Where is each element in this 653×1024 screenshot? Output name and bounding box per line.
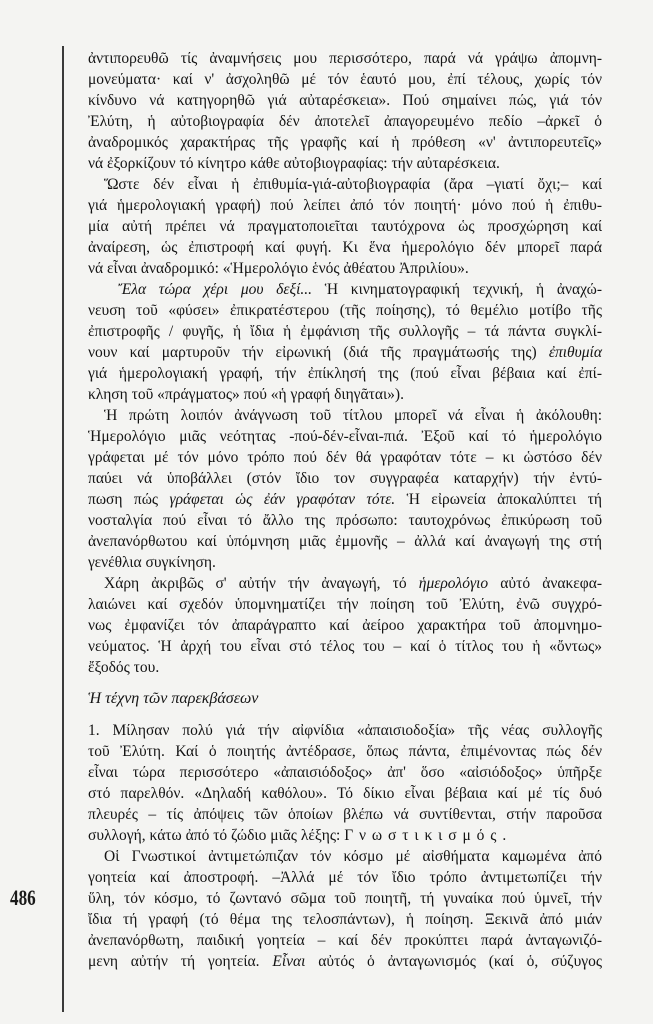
text-line: ἀναίρεση, ὡς ἐπιστροφή καί φυγή. Κι ἕνα ἡμερολόγιο δέν μπορεῖ παρά	[88, 239, 602, 256]
text-line	[88, 573, 602, 594]
text-line	[88, 951, 602, 972]
italic-word: ἡμερολόγιο	[418, 575, 489, 592]
text-line: νως ἐμφανίζει τόν ἀπαράγραπτο καί ἀείροο χαρακτήρα τοῦ ἀπομνημο-	[88, 617, 602, 634]
text-line: τοῦ Ἐλύτη. Καί ὁ ποιητής ἀντέδρασε, ὅπως πάντα, ἐπιμένοντας πώς δέν	[88, 743, 602, 760]
text-span: Ἡ εἰρωνεία ἀποκαλύπτει τή	[395, 491, 603, 508]
text-line: ὕλη, τόν κόσμο, τό ζωντανό σῶμα τοῦ ποιητῆ, τή γυναίκα πού ὑμνεῖ, τήν	[88, 890, 602, 907]
text-line: γενέθλια συγκίνηση.	[88, 554, 216, 571]
text-line: μονεύματα· καί ν' ἀσχοληθῶ μέ τόν ἑαυτό μου, ἐπί τέλους, χωρίς τόν	[88, 71, 602, 88]
text-line: εἶναι τώρα περισσότερο «ἀπαισιόδοξος» ἀπ' ὅσο «αἰσιόδοξος» ὑπῆρξε	[88, 764, 602, 781]
text-line: παύει νά ὑποβάλλει (στόν ἴδιο τον συγγραφέα καταρχήν) τήν ἐντύ-	[88, 470, 602, 487]
text-line	[88, 825, 602, 846]
text-span: αὐτό ἀνακεφα-	[488, 575, 602, 592]
text-block	[88, 48, 602, 972]
italic-quote: Ἔλα τώρα χέρι μου δεξί...	[118, 281, 313, 298]
text-line: Οἱ Γνωστικοί ἀντιμετώπιζαν τόν κόσμο μέ αἰσθήματα καμωμένα ἀπό	[104, 848, 602, 865]
text-line: κληση τοῦ «πράγματος» πού «ἡ γραφή διηγᾶται»).	[88, 386, 404, 403]
italic-phrase: γράφεται ὡς ἐάν γραφόταν τότε.	[169, 491, 396, 508]
page-number: 486	[10, 885, 36, 910]
text-line: νοσταλγία πού εἶναι τό ἄλλο της πρόσωπο: ταυτοχρόνως ἐπικύρωση τοῦ	[88, 512, 602, 529]
text-line	[88, 279, 602, 300]
text-line: πλευρές – τίς ἀπόψεις τῶν ὁποίων βλέπω νά συντίθενται, στήν παροῦσα	[88, 806, 602, 823]
letterspaced-word: Γνωστικισμός.	[344, 827, 513, 844]
text-line: γιά ἡμερολογιακή γραφή, τήν ἐπίκλησή της (πού εἶναι βέβαια καί ἐπί-	[88, 365, 602, 382]
text-line: νά ἐξορκίζουν τό κίνητρο κάθε αὐτοβιογραφίας: τήν αὐταρέσκεια.	[88, 155, 500, 172]
text-line: ἀνεπανόρθωτου καί ὑπόμνηση μιᾶς ἐμμονῆς – ἀλλά καί ἀναγωγή της στή	[88, 533, 602, 550]
text-span: Χάρη ἀκριβῶς σ' αὐτήν τήν ἀναγωγή, τό	[104, 575, 419, 592]
text-line: ἀνεπανόρθωτη, παιδική γοητεία – καί δέν προκύπτει παρά ἀνταγωνιζό-	[88, 932, 602, 949]
text-line: νευση τοῦ «φύσει» ἐπικρατέστερου (τῆς ποίησης), τό θεμέλιο μοτίβο τῆς	[88, 302, 602, 319]
section-heading: Ἡ τέχνη τῶν παρεκβάσεων	[88, 690, 259, 707]
text-line: νά εἶναι ἀναδρομικό: «Ἡμερολόγιο ἑνός ἀθέατου Ἀπριλίου».	[88, 260, 469, 277]
margin-rule	[62, 46, 64, 1012]
italic-word: ἐπιθυμία	[548, 344, 602, 361]
text-line: γοητεία καί ἀποστροφή. –Ἀλλά μέ τόν ἴδιο τρόπο ἀντιμετωπίζει τήν	[88, 869, 602, 886]
text-line: ἔξοδός του.	[88, 659, 160, 676]
text-line: γράφεται μέ τόν μόνο τρόπο πού δέν θά γραφόταν τότε – κι ὡστόσο δέν	[88, 449, 602, 466]
text-line: λαιώνει καί σχεδόν ὑπομνηματίζει τήν ποίηση τοῦ Ἐλύτη, ἐνῶ συγχρό-	[88, 596, 602, 613]
text-line: ἀντιπορευθῶ τίς ἀναμνήσεις μου περισσότερο, παρά νά γράψω ἀπομνη-	[88, 50, 602, 67]
text-line: 1. Μίλησαν πολύ γιά τήν αἰφνίδια «ἀπαισιοδοξία» τῆς νέας συλλογῆς	[88, 722, 602, 739]
text-span: μενη αὐτήν τή γοητεία.	[88, 953, 273, 970]
text-line: ἀναδρομικός χαρακτήρας τῆς γραφῆς καί ἡ πρόθεση «ν' ἀντιπορευτεῖς»	[88, 134, 602, 151]
text-line: Ἐλύτη, ἡ αὐτοβιογραφία δέν ἀποτελεῖ ἀπαγορευμένο πεδίο –ἀρκεῖ ὁ	[88, 113, 602, 130]
text-span: αὐτός ὁ ἀνταγωνισμός (καί ὁ, σύζυγος	[305, 953, 603, 970]
text-line: Ἡ πρώτη λοιπόν ἀνάγνωση τοῦ τίτλου μπορεῖ νά εἶναι ἡ ἀκόλουθη:	[104, 407, 602, 424]
italic-word: Εἶναι	[272, 953, 306, 970]
text-line: νεύματος. Ἡ ἀρχή του εἶναι στό τέλος του – καί ὁ τίτλος του ἡ «ὄντως»	[88, 638, 602, 655]
text-span: πωση πώς	[88, 491, 170, 508]
text-span: Ἡ κινηματογραφική τεχνική, ἡ ἀναχώ-	[312, 281, 602, 298]
text-span: νουν καί μαρτυροῦν τήν εἰρωνική (διά τῆς πραγμάτωσής της)	[88, 344, 549, 361]
text-line: κίνδυνο νά κατηγορηθῶ γιά αὐταρέσκεια». Πού σημαίνει πώς, γιά τόν	[88, 92, 602, 109]
text-line	[88, 342, 602, 363]
text-line: ἴδια τή γραφή (τό θέμα της τελοσπάντων), ἡ ποίηση. Ξεκινᾶ ἀπό μιάν	[88, 911, 602, 928]
text-line: Ὥστε δέν εἶναι ἡ ἐπιθυμία-γιά-αὐτοβιογραφία (ἄρα –γιατί ὄχι;– καί	[104, 176, 602, 193]
text-line: ἐπιστροφῆς / φυγῆς, ἡ ἴδια ἡ ἐμφάνιση τῆς συλλογῆς – τά πάντα συγκλί-	[88, 323, 602, 340]
text-span: συλλογή, κάτω ἀπό τό ζώδιο μιᾶς λέξης:	[88, 827, 345, 844]
text-line: Ἡμερολόγιο μιᾶς νεότητας -πού-δέν-εἶναι-πιά. Ἐξοῦ καί τό ἡμερολόγιο	[88, 428, 602, 445]
text-line: μία αὐτή πρέπει νά πραγματοποιεῖται ταυτόχρονα ὡς προσχώρηση καί	[88, 218, 602, 235]
text-line: γιά ἡμερολογιακή γραφή) πού λείπει ἀπό τόν ποιητή· μόνο πού ἡ ἐπιθυ-	[88, 197, 602, 214]
text-line	[88, 489, 602, 510]
text-line: στό παρελθόν. «Δηλαδή καθόλου». Τό δίκιο εἶναι βέβαια καί μέ τίς δυό	[88, 785, 602, 802]
